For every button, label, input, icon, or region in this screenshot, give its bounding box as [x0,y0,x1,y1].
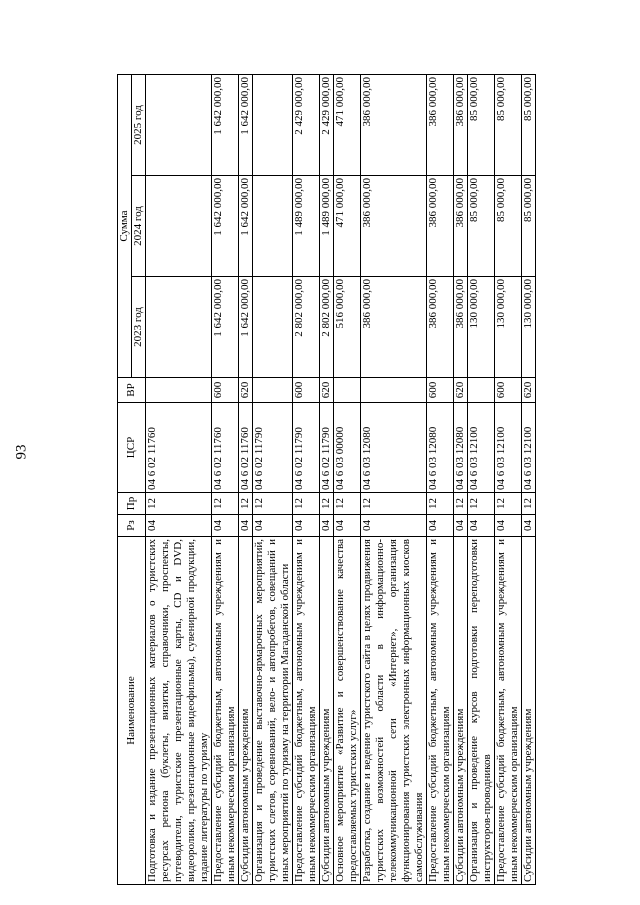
cell-name: Предоставление субсидий бюджетным, автономным учреждениям и иным некоммерческим организациям [495,537,522,885]
cell-name: Субсидии автономным учреждениям [320,537,334,885]
cell-y2023: 130 000,00 [522,277,536,378]
cell-name: Субсидии автономным учреждениям [522,537,536,885]
cell-rz: 04 [495,515,522,537]
cell-csr: 04 6 02 11760 [146,403,212,493]
cell-vr: 600 [495,378,522,403]
cell-csr: 04 6 02 11790 [253,403,293,493]
cell-y2024: 85 000,00 [468,176,495,277]
cell-rz: 04 [522,515,536,537]
cell-pr: 12 [293,493,320,515]
cell-csr: 04 6 02 11790 [293,403,320,493]
cell-y2024: 1 489 000,00 [320,176,334,277]
cell-rz: 04 [253,515,293,537]
cell-csr: 04 6 03 00000 [334,403,361,493]
table-row [253,74,293,884]
cell-csr: 04 6 02 11760 [239,403,253,493]
cell-pr: 12 [361,493,427,515]
cell-rz: 04 [427,515,454,537]
page-number: 93 [13,444,30,460]
cell-name: Подготовка и издание презентационных материалов о туристских ресурсах региона (буклеты, визитки, справочники, проспекты, путеводители, туристские презентационные карты, CD и DVD, видеоролики, презентационные видеофильмы), сувенирной продукции, издание литературы по туризму [146,537,212,885]
cell-vr [334,378,361,403]
cell-csr: 04 6 02 11790 [320,403,334,493]
cell-name: Субсидии автономным учреждениям [454,537,468,885]
cell-pr: 12 [239,493,253,515]
cell-y2023: 130 000,00 [468,277,495,378]
cell-vr [361,378,427,403]
cell-rz: 04 [146,515,212,537]
col-header-2024: 2024 год [132,176,146,277]
cell-y2023: 2 802 000,00 [293,277,320,378]
cell-y2025: 2 429 000,00 [320,74,334,175]
rotated-table-container [117,75,587,885]
cell-y2025: 2 429 000,00 [293,74,320,175]
cell-csr: 04 6 03 12100 [495,403,522,493]
cell-y2025 [146,74,212,175]
cell-y2023: 516 000,00 [334,277,361,378]
cell-y2025: 471 000,00 [334,74,361,175]
cell-y2023: 1 642 000,00 [239,277,253,378]
table-row [468,74,495,884]
cell-y2025: 85 000,00 [522,74,536,175]
cell-y2025: 1 642 000,00 [239,74,253,175]
table-row [454,74,468,884]
cell-y2025 [253,74,293,175]
cell-name: Организация и проведение выставочно-ярмарочных мероприятий, туристских слетов, соревнований, вело- и автопробегов, совещаний и иных мероприятий по туризму на территории Магаданской области [253,537,293,885]
cell-csr: 04 6 03 12100 [468,403,495,493]
table-row [334,74,361,884]
cell-rz: 04 [320,515,334,537]
cell-y2024: 1 489 000,00 [293,176,320,277]
cell-rz: 04 [334,515,361,537]
cell-y2025: 85 000,00 [468,74,495,175]
cell-csr: 04 6 03 12080 [454,403,468,493]
cell-y2025: 386 000,00 [454,74,468,175]
cell-y2024: 471 000,00 [334,176,361,277]
cell-vr: 620 [522,378,536,403]
cell-pr: 12 [146,493,212,515]
cell-vr: 620 [454,378,468,403]
table-body [146,74,536,884]
cell-y2023: 2 802 000,00 [320,277,334,378]
cell-y2024: 1 642 000,00 [212,176,239,277]
cell-y2023: 386 000,00 [361,277,427,378]
cell-y2024 [253,176,293,277]
cell-rz: 04 [212,515,239,537]
cell-pr: 12 [427,493,454,515]
cell-y2025: 85 000,00 [495,74,522,175]
col-header-sum: Сумма [118,74,132,377]
cell-pr: 12 [320,493,334,515]
cell-name: Основное мероприятие «Развитие и совершенствование качества предоставляемых туристских услуг» [334,537,361,885]
cell-vr: 620 [320,378,334,403]
cell-rz: 04 [361,515,427,537]
cell-y2023: 1 642 000,00 [212,277,239,378]
cell-y2025: 1 642 000,00 [212,74,239,175]
table-row [239,74,253,884]
col-header-vr: ВР [118,378,146,403]
cell-y2024: 85 000,00 [495,176,522,277]
cell-y2024 [146,176,212,277]
cell-name: Предоставление субсидий бюджетным, автономным учреждениям и иным некоммерческим организациям [293,537,320,885]
cell-pr: 12 [495,493,522,515]
cell-y2023: 386 000,00 [427,277,454,378]
cell-pr: 12 [253,493,293,515]
cell-vr [468,378,495,403]
header-row-top [118,74,132,884]
cell-vr [146,378,212,403]
cell-csr: 04 6 03 12080 [427,403,454,493]
cell-rz: 04 [293,515,320,537]
cell-vr [253,378,293,403]
cell-pr: 12 [522,493,536,515]
cell-y2023: 386 000,00 [454,277,468,378]
cell-vr: 600 [427,378,454,403]
table-row [427,74,454,884]
cell-y2025: 386 000,00 [361,74,427,175]
cell-name: Предоставление субсидий бюджетным, автономным учреждениям и иным некоммерческим организациям [427,537,454,885]
cell-vr: 600 [212,378,239,403]
cell-y2024: 1 642 000,00 [239,176,253,277]
table-row [146,74,212,884]
table-row [293,74,320,884]
cell-y2024: 386 000,00 [361,176,427,277]
cell-rz: 04 [239,515,253,537]
table-row [522,74,536,884]
col-header-2023: 2023 год [132,277,146,378]
cell-y2023 [253,277,293,378]
cell-pr: 12 [334,493,361,515]
cell-rz: 04 [468,515,495,537]
col-header-rz: Рз [118,515,146,537]
cell-rz: 04 [454,515,468,537]
table-row [495,74,522,884]
cell-vr: 620 [239,378,253,403]
col-header-2025: 2025 год [132,74,146,175]
cell-pr: 12 [468,493,495,515]
table-row [361,74,427,884]
cell-name: Разработка, создание и ведение туристского сайта в целях продвижения туристских возможностей области в информационно-телекоммуникационной сети «Интернет», организация функционирования туристских электронных информационных киосков самообслуживания [361,537,427,885]
cell-vr: 600 [293,378,320,403]
cell-y2023 [146,277,212,378]
cell-csr: 04 6 02 11760 [212,403,239,493]
col-header-csr: ЦСР [118,403,146,493]
col-header-name: Наименование [118,537,146,885]
budget-table [117,74,536,885]
col-header-pr: Пр [118,493,146,515]
cell-y2025: 386 000,00 [427,74,454,175]
cell-name: Субсидии автономным учреждениям [239,537,253,885]
cell-name: Предоставление субсидий бюджетным, автономным учреждениям и иным некоммерческим организациям [212,537,239,885]
cell-name: Организация и проведение курсов подготовки переподготовки инструкторов-проводников [468,537,495,885]
cell-pr: 12 [454,493,468,515]
cell-csr: 04 6 03 12100 [522,403,536,493]
cell-y2023: 130 000,00 [495,277,522,378]
table-row [212,74,239,884]
cell-y2024: 386 000,00 [454,176,468,277]
table-row [320,74,334,884]
cell-pr: 12 [212,493,239,515]
cell-csr: 04 6 03 12080 [361,403,427,493]
cell-y2024: 386 000,00 [427,176,454,277]
cell-y2024: 85 000,00 [522,176,536,277]
